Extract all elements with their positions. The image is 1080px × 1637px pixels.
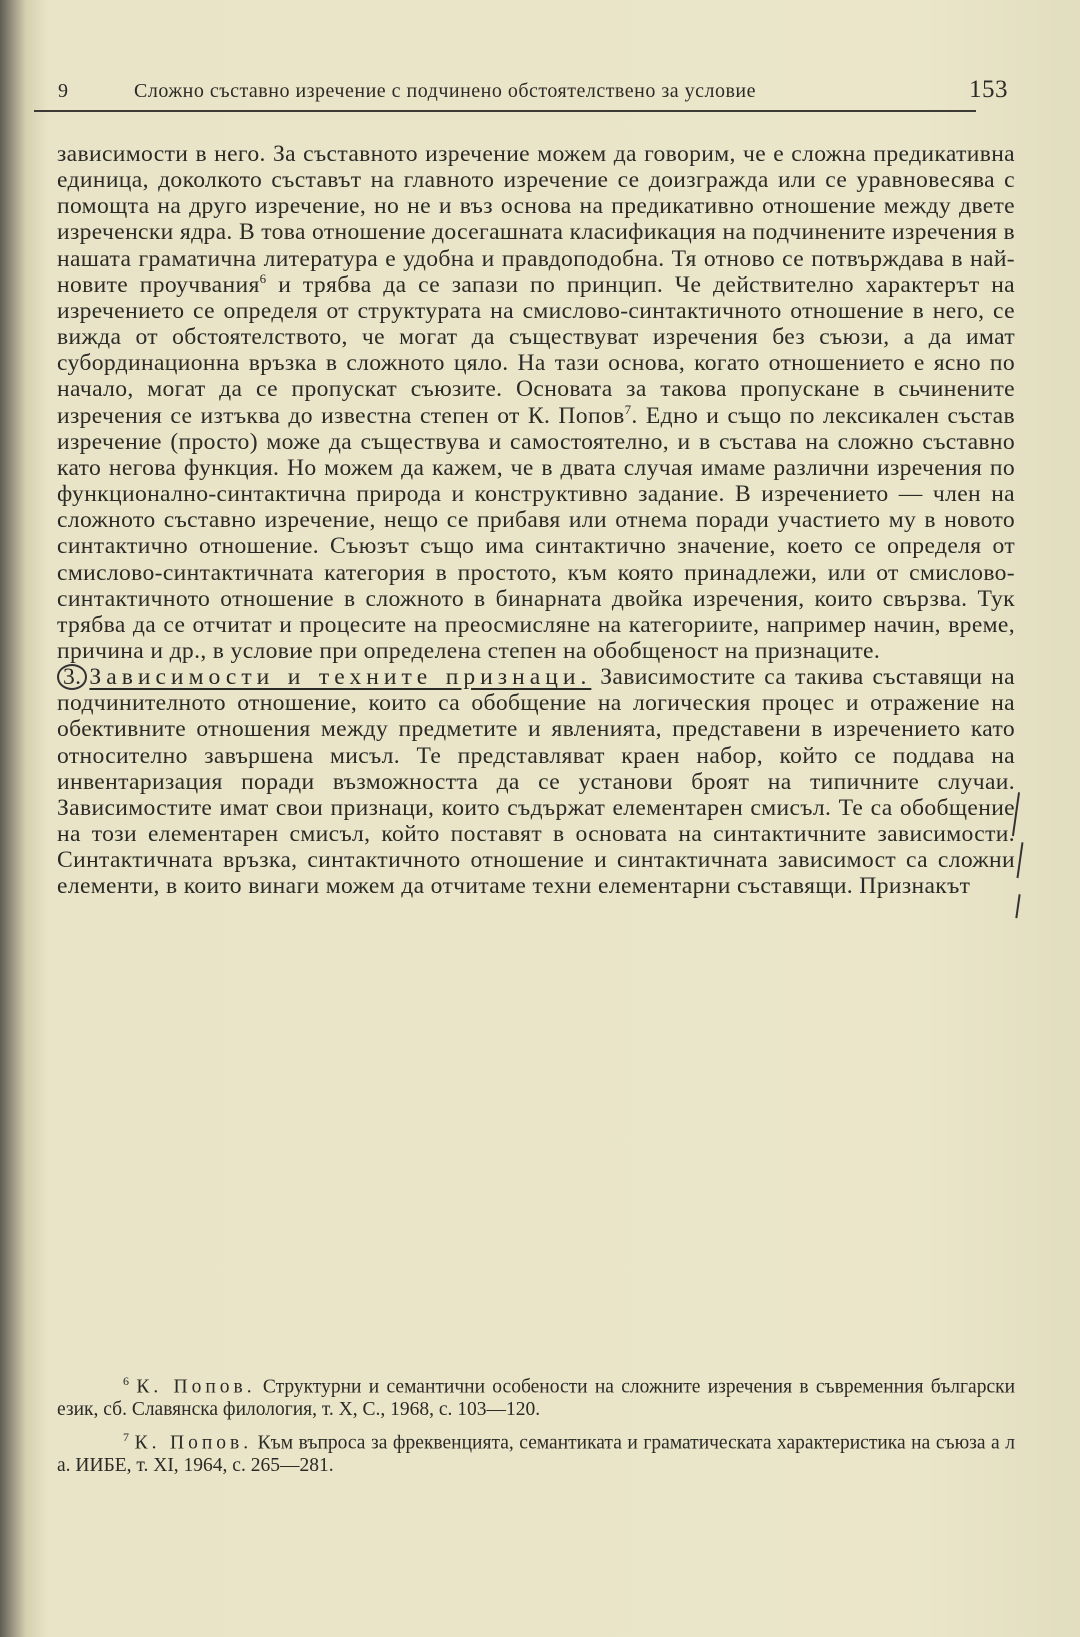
footnote-ref-7: 7 xyxy=(624,401,632,417)
main-text xyxy=(57,141,1015,900)
paragraph-2-text: Зависимостите са такива съставящи на подчинителното отношение, които са обобщение на логическия процес и отражение на обективните отношения между предметите и явленията, представени в изречението като относително завършена мисъл. Те представляват краен набор, който се поддава на инвентаризация поради възможността да се установи броят на типичните случаи. Зависимостите имат свои признаци, които съдържат елементарен смисъл. Те са обобщение на този елементарен смисъл, който поставят в основата на синтактичните зависимости. Синтактичната връзка, синтактичното отношение и синтактичната зависимост са сложни елементи, в които винаги можем да отчитаме техни елементарни съставящи. Признакът xyxy=(57,664,1015,900)
footnote-7 xyxy=(57,1426,1015,1478)
section-heading: Зависимости и техните признаци. xyxy=(89,664,592,691)
footnotes xyxy=(57,1370,1015,1481)
header-rule xyxy=(34,110,976,112)
paragraph-1-part-b: и трябва да се запази по принцип. Че действително характерът на изречението се определя от структурата на смислово-синтактичното отношение в него, се вижда от обстоятелството, че могат да съществуват изречения без съюзи, а да имат субординационна връзка в сложното цяло. На тази основа, когато отношението е ясно по начало, могат да се пропускат съюзите. Основата за такова пропускане в сьчинените изречения се изтъква до известна степен от К. Попов xyxy=(57,271,1016,429)
footnote-7-mark: 7 xyxy=(123,1429,129,1444)
footnote-6-author: К. Попов. xyxy=(136,1376,256,1398)
footnote-6 xyxy=(57,1370,1015,1422)
paragraph-1-part-a: зависимости в него. За съставното изречение можем да говорим, че е сложна предикативна единица, доколкото съставът на главното изречение се доизгражда или се уравновесява с помощта на друго изречение, но не и въз основа на предикативно отношение между двете изреченски ядра. В това отношение досегашната класификация на подчинените изречения в нашата граматична литература е удобна и правдоподобна. Тя отново се потвърждава в най-новите проучвания xyxy=(57,141,1015,298)
page-number: 153 xyxy=(969,76,1008,103)
section-number: 9 xyxy=(58,80,69,102)
footnote-7-author: К. Попов. xyxy=(134,1432,253,1453)
footnote-6-mark: 6 xyxy=(123,1374,129,1388)
running-title: Сложно съставно изречение с подчинено обстоятелствено за условие xyxy=(134,80,756,102)
handwritten-circled-number: 3. xyxy=(57,664,87,690)
handwritten-margin-mark xyxy=(1014,842,1024,878)
paragraph-2 xyxy=(57,664,1015,899)
running-head xyxy=(58,76,1008,110)
footnote-6-text: Структурни и семантични особености на сложните изречения в съвременния български език, сб. Славянска филология, т. X, С., 1968, с. 103—120. xyxy=(57,1376,1016,1420)
paragraph-1 xyxy=(57,141,1015,664)
footnote-7-text: Към въпроса за фреквенцията, семантиката и граматическата характеристика на съюза а л а. ИИБЕ, т. XI, 1964, с. 265—281. xyxy=(57,1432,1015,1476)
paragraph-1-part-c: . Едно и също по лексикален състав изречение (просто) може да съществува и самостоятелно, и в състава на сложно съставно като негова функция. Но можем да кажем, че в двата случая имаме различни изречения по функционално-синтактична природа и конструктивно задание. В изречението — член на сложното съставно изречение, нещо се прибавя или отнема поради участието му в новото синтактично отношение. Съюзът също има синтактично значение, което се определя от смислово-синтактичната категория в простото, към която принадлежи, или от смислово-синтактичното отношение в сложното в бинарната двойка изречения, които свързва. Тук трябва да се отчитат и процесите на преосмисляне на категориите, например начин, време, причина и др., в условие при определена степен на обобщеност на признаците. xyxy=(57,402,1015,664)
footnote-ref-6: 6 xyxy=(259,270,267,286)
